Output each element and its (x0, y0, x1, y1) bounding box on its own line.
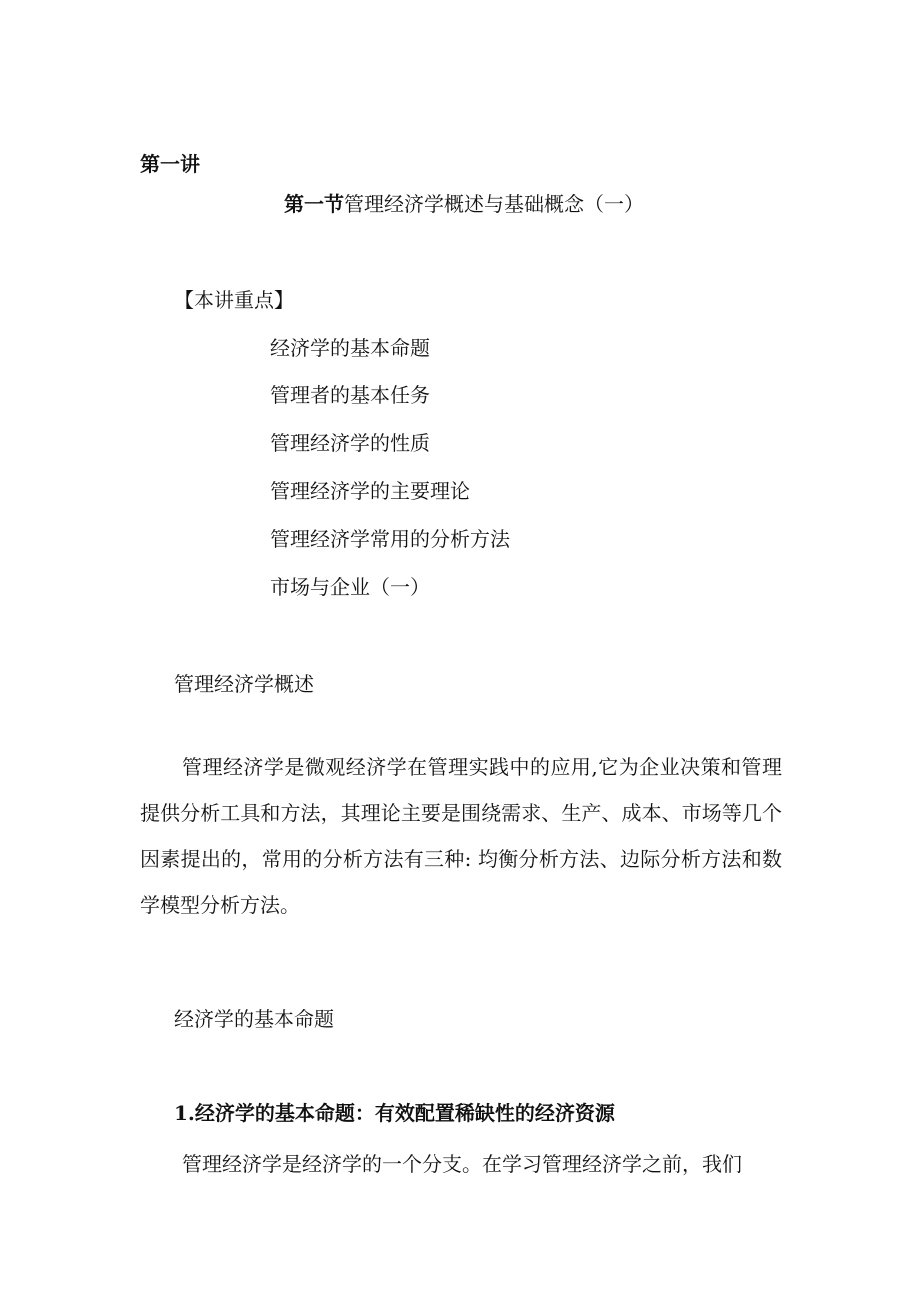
key-point-item: 管理经济学的性质 (270, 431, 430, 455)
overview-heading: 管理经济学概述 (174, 672, 314, 696)
section-name: 管理经济学概述与基础概念（一） (344, 192, 644, 216)
basic-proposition-subheading: 1.经济学的基本命题：有效配置稀缺性的经济资源 (174, 1101, 615, 1125)
key-points-title: 【本讲重点】 (174, 288, 294, 312)
basic-proposition-heading: 经济学的基本命题 (174, 1007, 334, 1031)
overview-paragraph: 管理经济学是微观经济学在管理实践中的应用,它为企业决策和管理提供分析工具和方法，其理论主要是围绕需求、生产、成本、市场等几个因素提出的，常用的分析方法有三种: 均衡分析方法、边际分析方法和数学模型分析方法。 (140, 755, 782, 917)
key-point-item: 管理经济学常用的分析方法 (270, 527, 510, 551)
section-title (284, 192, 644, 216)
key-point-item: 管理者的基本任务 (270, 383, 430, 407)
key-point-item: 管理经济学的主要理论 (270, 479, 470, 503)
paragraph-start: 管理经济学是经济学的一个分支。在学习管理经济学之前，我们 (182, 1152, 742, 1176)
section-number: 第一节 (284, 192, 344, 216)
key-point-item: 市场与企业（一） (270, 575, 430, 599)
key-point-item: 经济学的基本命题 (270, 336, 430, 360)
lecture-title: 第一讲 (140, 152, 200, 176)
